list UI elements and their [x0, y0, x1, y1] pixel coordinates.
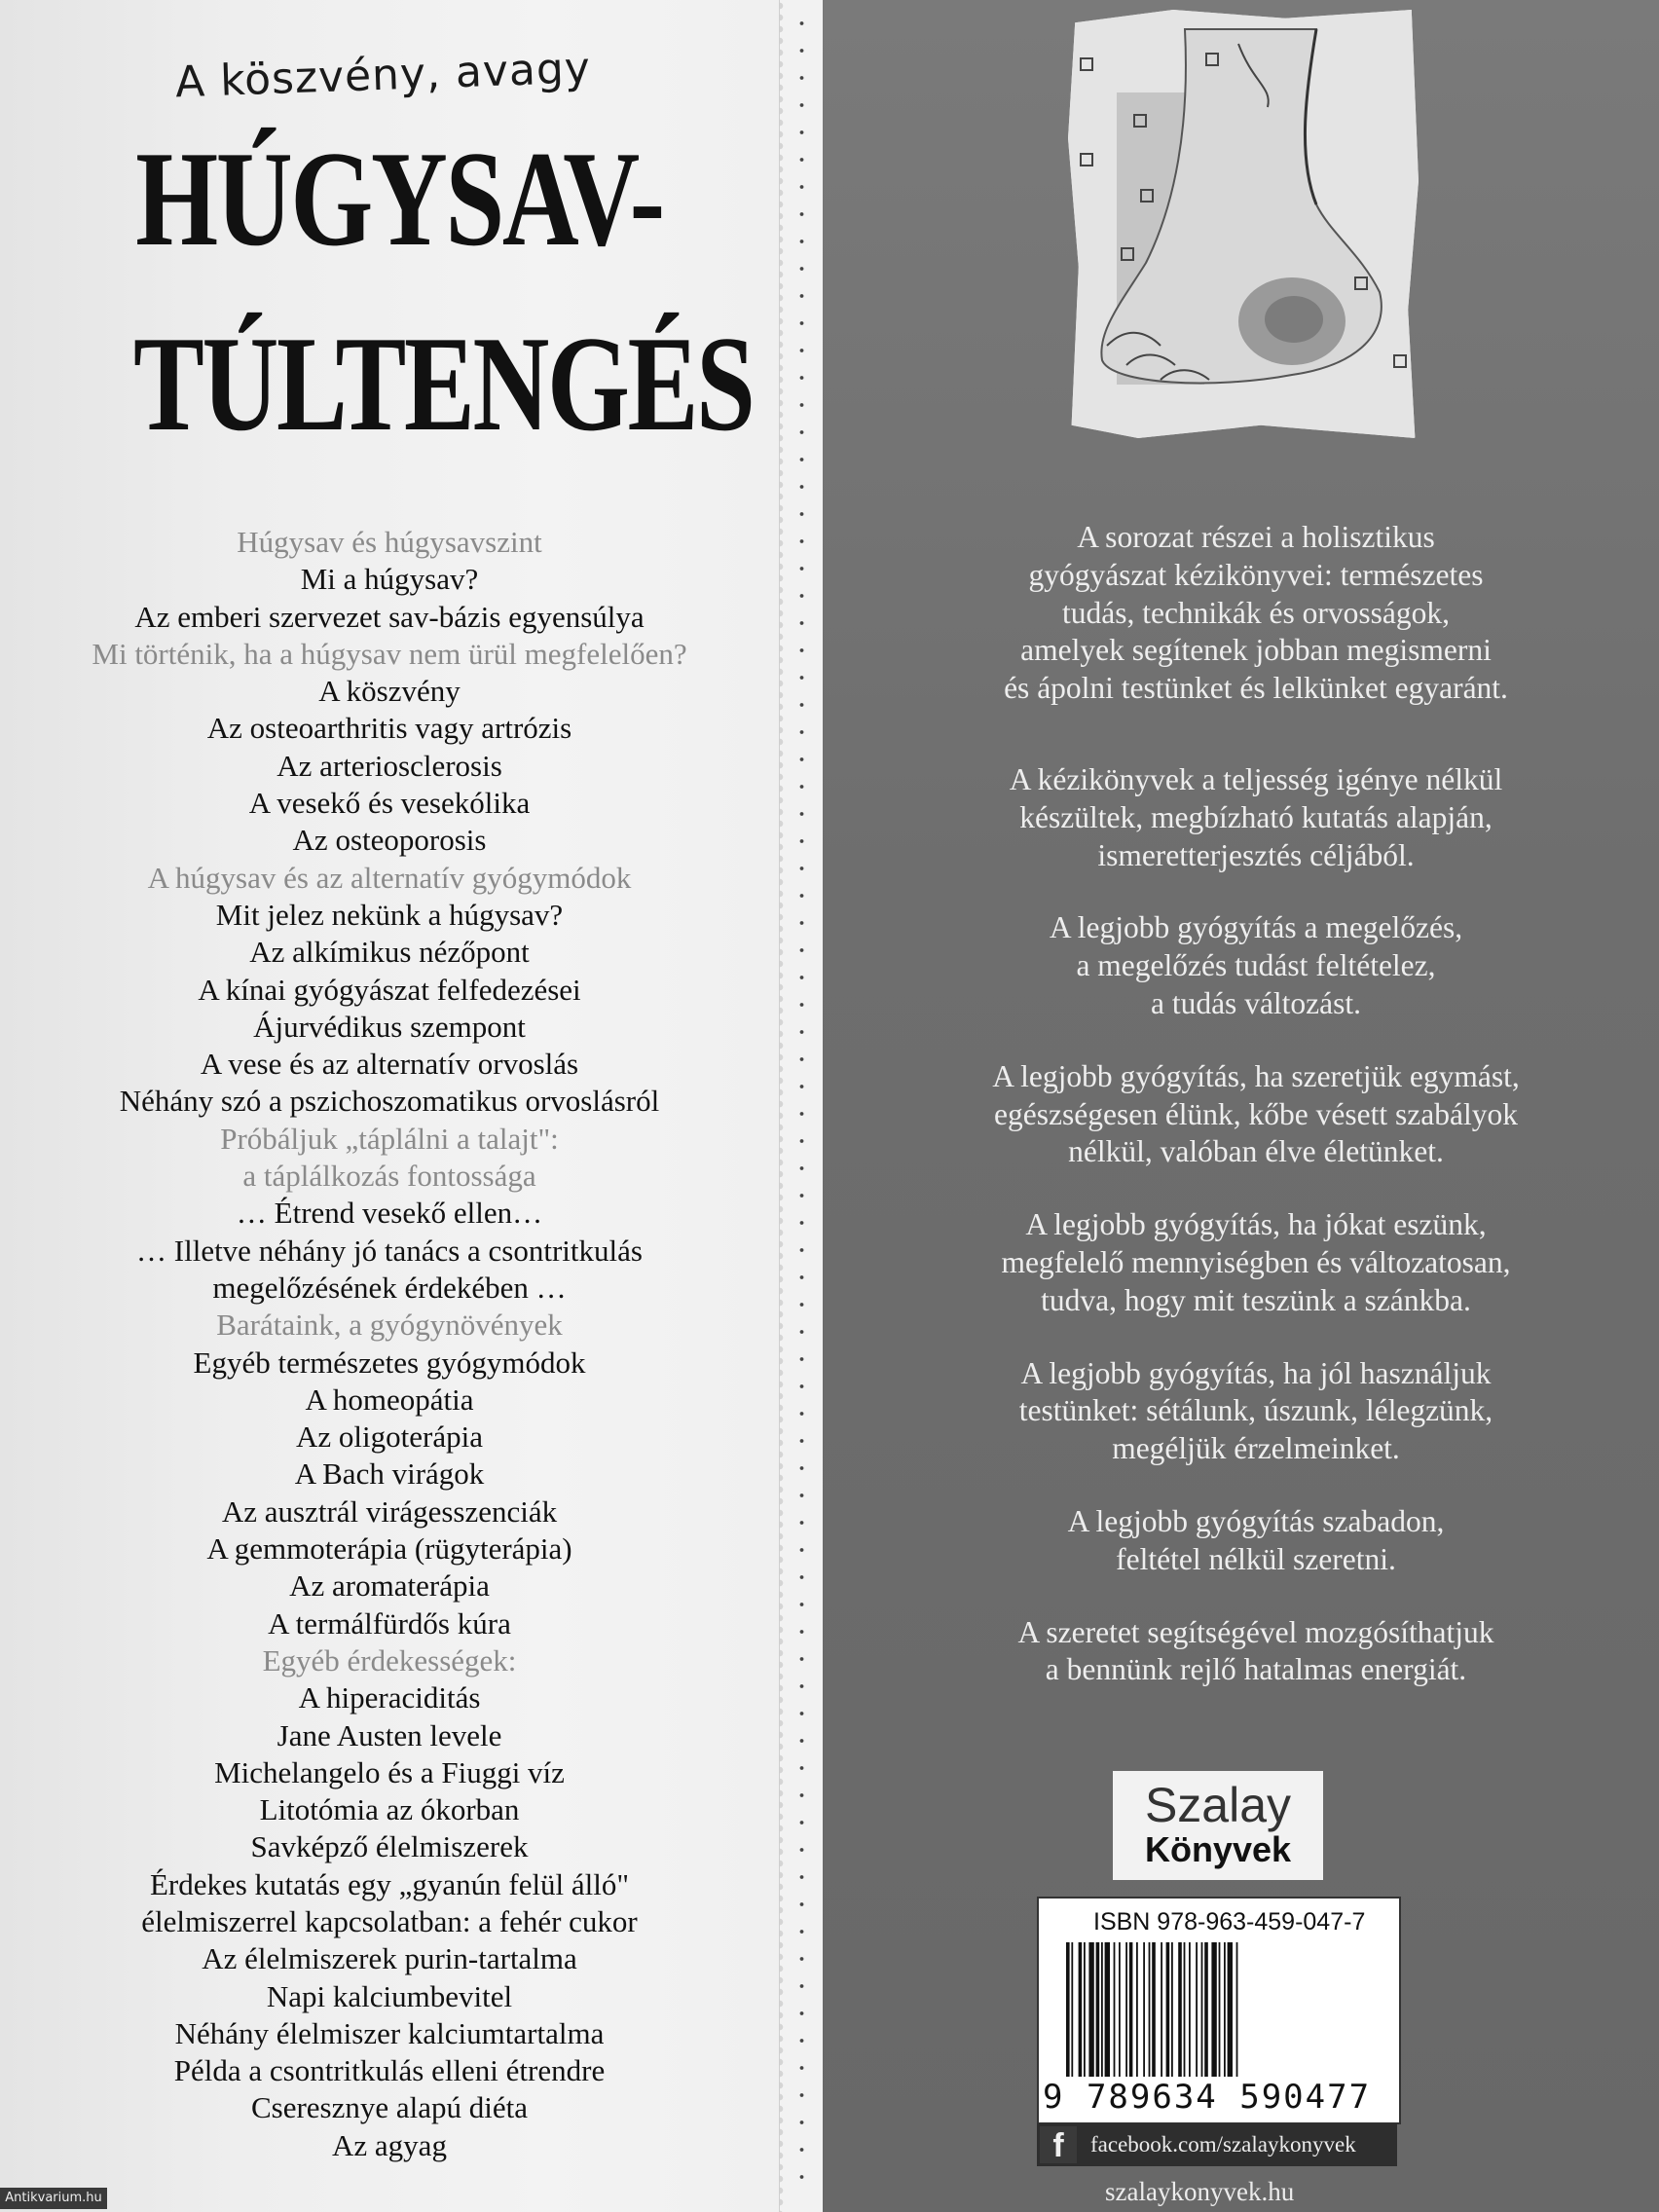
barcode-bar: [1189, 1942, 1191, 2077]
paragraph-line: tudva, hogy mit teszünk a szánkba.: [1041, 1282, 1471, 1317]
barcode-bar: [1184, 1942, 1186, 2077]
paragraph-line: A sorozat részei a holisztikus: [1077, 520, 1435, 554]
paragraph-line: amelyek segítenek jobban megismerni: [1020, 633, 1492, 668]
toc-item: Napi kalciumbevitel: [266, 1978, 513, 2013]
paragraph-line: A szeretet segítségével mozgósíthatjuk: [1017, 1614, 1494, 1649]
watermark: Antikvarium.hu: [0, 2188, 107, 2209]
paragraph-line: készültek, megbízható kutatás alapján,: [1019, 799, 1493, 834]
barcode-bar: [1084, 1942, 1086, 2077]
toc-item: megelőzésének érdekében …: [212, 1270, 567, 1305]
toc-item: Az alkímikus nézőpont: [249, 935, 530, 970]
publisher-website[interactable]: szalaykonyvek.hu: [1105, 2177, 1295, 2206]
barcode-bar: [1088, 1942, 1093, 2077]
barcode-bar: [1152, 1942, 1156, 2077]
barcode-box: [1037, 1897, 1401, 2124]
barcode-bar: [1105, 1942, 1110, 2077]
barcode-bar: [1079, 1942, 1083, 2077]
barcode-bar: [1119, 1942, 1121, 2077]
barcode-bar: [1149, 1942, 1151, 2077]
toc-item: A termálfürdős kúra: [268, 1605, 511, 1641]
toc-item: A Bach virágok: [294, 1456, 485, 1492]
toc-item: A homeopátia: [305, 1382, 474, 1417]
barcode-bar: [1143, 1942, 1145, 2077]
barcode-bar: [1201, 1942, 1203, 2077]
paragraph-line: A legjobb gyógyítás, ha jól használjuk: [1020, 1355, 1492, 1390]
toc-item: A köszvény: [318, 674, 461, 709]
cover-subtitle: A köszvény, avagy: [174, 43, 592, 108]
toc-item: Az arteriosclerosis: [276, 748, 502, 783]
toc-item: Az aromaterápia: [289, 1568, 490, 1604]
toc-item: Egyéb természetes gyógymódok: [193, 1345, 586, 1380]
paragraph-line: egészségesen élünk, kőbe vésett szabályok: [994, 1096, 1518, 1131]
toc-item: … Étrend vesekő ellen…: [236, 1196, 543, 1231]
toc-section-heading: a táplálkozás fontossága: [242, 1159, 536, 1194]
paragraph-line: a bennünk rejlő hatalmas energiát.: [1045, 1652, 1467, 1687]
paragraph-line: tudás, technikák és orvosságok,: [1061, 595, 1451, 630]
paragraph-line: megéljük érzelmeinket.: [1112, 1431, 1400, 1466]
description-paragraph: [876, 519, 1636, 708]
toc-item: Az élelmiszerek purin-tartalma: [202, 1941, 577, 1976]
barcode-bar: [1129, 1942, 1133, 2077]
toc-item: Az agyag: [332, 2127, 447, 2162]
toc-item: Néhány élelmiszer kalciumtartalma: [174, 2015, 605, 2050]
facebook-icon: f: [1040, 2126, 1077, 2163]
barcode-bar: [1228, 1942, 1233, 2077]
toc-item: Az osteoarthritis vagy artrózis: [206, 711, 572, 746]
paragraph-line: nélkül, valóban élve életünket.: [1068, 1134, 1444, 1169]
paragraph-line: A kézikönyvek a teljesség igénye nélkül: [1009, 761, 1503, 796]
series-description: [876, 519, 1636, 1689]
toc-item: A vesekő és vesekólika: [248, 786, 531, 821]
barcode-bar: [1196, 1942, 1198, 2077]
paragraph-line: feltétel nélkül szeretni.: [1116, 1541, 1396, 1576]
description-paragraph: [876, 1503, 1636, 1579]
description-paragraph: [876, 1614, 1636, 1690]
toc-item: Néhány szó a pszichoszomatikus orvoslásról: [119, 1084, 660, 1119]
table-of-contents: [19, 524, 759, 2164]
toc-item: Savképző élelmiszerek: [250, 1829, 529, 1864]
toc-section-heading: Próbáljuk „táplálni a talajt":: [220, 1121, 559, 1156]
paragraph-line: A legjobb gyógyítás, ha jókat eszünk,: [1025, 1207, 1487, 1242]
toc-item: Jane Austen levele: [276, 1717, 502, 1752]
toc-item: A kínai gyógyászat felfedezései: [198, 972, 581, 1007]
description-paragraph: [876, 909, 1636, 1022]
barcode-bar: [1125, 1942, 1127, 2077]
toc-section-heading: Barátaink, a gyógynövények: [216, 1308, 563, 1343]
barcode-bar: [1211, 1942, 1216, 2077]
cover-title-line2: TÚLTENGÉS: [133, 309, 754, 460]
toc-item: Litotómia az ókorban: [259, 1792, 520, 1827]
toc-section-heading: Egyéb érdekességek:: [262, 1642, 517, 1677]
paragraph-line: megfelelő mennyiségben és változatosan,: [1001, 1244, 1511, 1279]
barcode-bars: [1066, 1942, 1378, 2077]
publisher-logo-top: Szalay: [1144, 1778, 1292, 1832]
facebook-link[interactable]: [1037, 2123, 1397, 2166]
paragraph-line: gyógyászat kézikönyvei: természetes: [1028, 557, 1484, 592]
barcode-digits: 9 789634 590477: [1043, 2078, 1372, 2117]
barcode-bar: [1204, 1942, 1208, 2077]
paragraph-line: A legjobb gyógyítás szabadon,: [1067, 1503, 1445, 1538]
description-paragraph: [876, 761, 1636, 874]
perforation-dots: [799, 10, 804, 2200]
toc-section-heading: Húgysav és húgysavszint: [237, 525, 542, 559]
description-paragraph: [876, 1206, 1636, 1319]
barcode-bar: [1066, 1942, 1070, 2077]
paragraph-line: a tudás változást.: [1150, 985, 1362, 1020]
barcode-bar: [1219, 1942, 1221, 2077]
paragraph-line: A legjobb gyógyítás a megelőzés,: [1049, 910, 1463, 945]
toc-item: Érdekes kutatás egy „gyanún felül álló": [149, 1866, 630, 1901]
barcode-bar: [1224, 1942, 1226, 2077]
isbn-label: ISBN 978-963-459-047-7: [1093, 1908, 1366, 1936]
toc-item: Az ausztrál virágesszenciák: [221, 1493, 558, 1529]
publisher-logo: [1113, 1771, 1323, 1880]
toc-item: élelmiszerrel kapcsolatban: a fehér cukor: [141, 1903, 638, 1938]
toc-item: A vese és az alternatív orvoslás: [200, 1047, 579, 1082]
toc-item: Michelangelo és a Fiuggi víz: [214, 1754, 565, 1789]
perforation-edge: [780, 0, 786, 2212]
toc-item: Példa a csontritkulás elleni étrendre: [173, 2053, 606, 2088]
barcode-bar: [1096, 1942, 1100, 2077]
cover-title-line1: HÚGYSAV-: [135, 124, 663, 275]
toc-item: Ájurvédikus szempont: [253, 1009, 526, 1044]
description-paragraph: [876, 1355, 1636, 1468]
toc-item: Az emberi szervezet sav-bázis egyensúlya: [134, 599, 645, 634]
barcode-bar: [1236, 1942, 1238, 2077]
perforated-strip: [779, 0, 825, 2212]
barcode-bar: [1101, 1942, 1103, 2077]
barcode-bar: [1114, 1942, 1116, 2077]
barcode-bar: [1178, 1942, 1182, 2077]
toc-item: … Illetve néhány jó tanács a csontritkulás: [136, 1233, 643, 1268]
toc-item: Az oligoterápia: [296, 1419, 483, 1455]
barcode-bar: [1166, 1942, 1170, 2077]
toc-item: Mit jelez nekünk a húgysav?: [215, 897, 564, 932]
paragraph-line: ismeretterjesztés céljából.: [1097, 837, 1415, 872]
toc-item: Cseresznye alapú diéta: [250, 2090, 529, 2125]
toc-section-heading: Mi történik, ha a húgysav nem ürül megfelelően?: [92, 636, 687, 671]
barcode-bar: [1161, 1942, 1162, 2077]
toc-item: A gemmoterápia (rügyterápia): [206, 1531, 572, 1567]
paragraph-line: és ápolni testünket és lelkünket egyaránt.: [1004, 671, 1508, 706]
description-paragraph: [876, 1058, 1636, 1171]
foot-illustration: [1068, 10, 1419, 438]
publisher-logo-bottom: Könyvek: [1144, 1829, 1292, 1869]
toc-item: Mi a húgysav?: [300, 562, 479, 597]
paragraph-line: a megelőzés tudást feltételez,: [1076, 948, 1436, 983]
paragraph-line: testünket: sétálunk, úszunk, lélegzünk,: [1018, 1393, 1493, 1428]
barcode-bar: [1171, 1942, 1173, 2077]
facebook-label: facebook.com/szalaykonyvek: [1090, 2132, 1356, 2157]
toc-item: A hiperaciditás: [298, 1680, 481, 1715]
barcode-bar: [1071, 1942, 1073, 2077]
back-cover-left-panel: [0, 0, 779, 2212]
toc-item: Az osteoporosis: [292, 823, 487, 858]
toc-section-heading: A húgysav és az alternatív gyógymódok: [147, 860, 632, 895]
barcode-bar: [1136, 1942, 1138, 2077]
paragraph-line: A legjobb gyógyítás, ha szeretjük egymást,: [992, 1058, 1520, 1093]
